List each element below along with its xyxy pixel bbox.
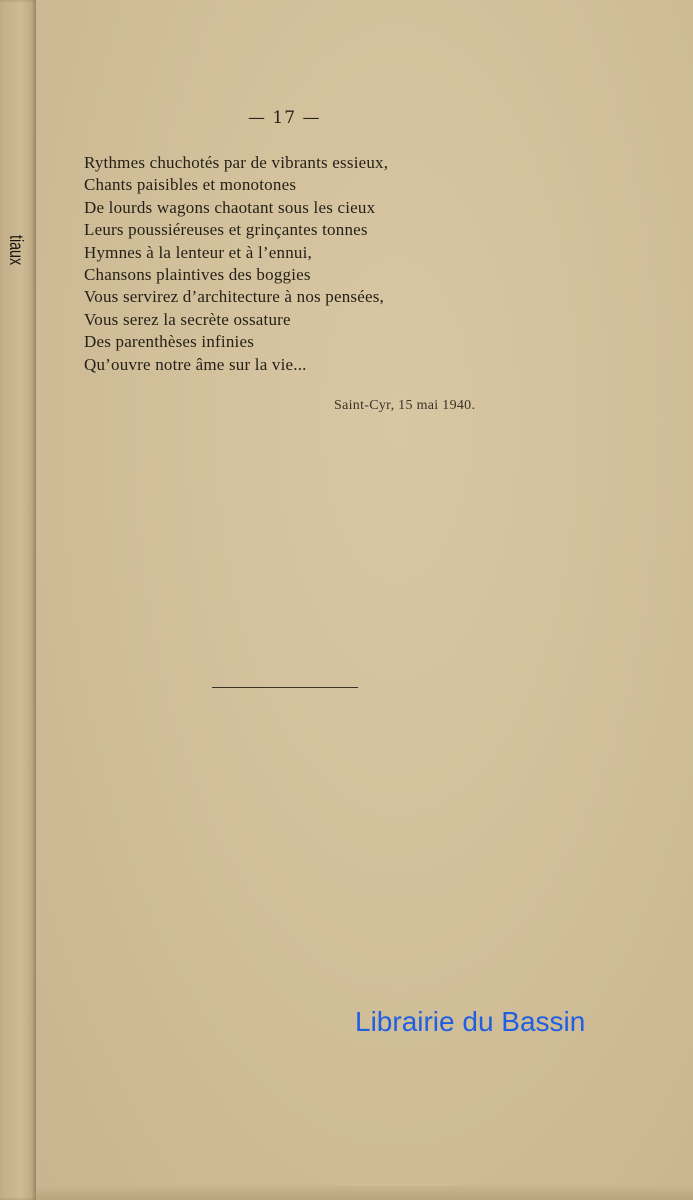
page-number: — 17 —: [248, 108, 321, 128]
left-page-fragment-text: tiaux: [5, 235, 26, 266]
poem-line: Vous servirez d’architecture à nos pensées,: [84, 287, 385, 307]
poem-signature: Saint-Cyr, 15 mai 1940.: [334, 398, 476, 413]
poem-line: Qu’ouvre notre âme sur la vie...: [84, 354, 307, 374]
poem-line: Chansons plaintives des boggies: [84, 265, 311, 285]
page-bottom-edge: [36, 1186, 693, 1200]
left-page-edge: [0, 0, 36, 1200]
poem-line: Vous serez la secrète ossature: [84, 309, 291, 329]
poem-line: Chants paisibles et monotones: [84, 175, 297, 195]
poem-line: De lourds wagons chaotant sous les cieux: [84, 197, 376, 217]
poem: [84, 152, 388, 376]
watermark-text: Librairie du Bassin: [355, 1006, 586, 1037]
poem-line: Leurs poussiéreuses et grinçantes tonnes: [84, 220, 368, 240]
section-divider: [212, 687, 358, 688]
poem-line: Hymnes à la lenteur et à l’ennui,: [84, 242, 312, 262]
poem-line: Des parenthèses infinies: [84, 332, 255, 352]
poem-line: Rythmes chuchotés par de vibrants essieux,: [84, 153, 389, 172]
book-page: [36, 0, 693, 1200]
